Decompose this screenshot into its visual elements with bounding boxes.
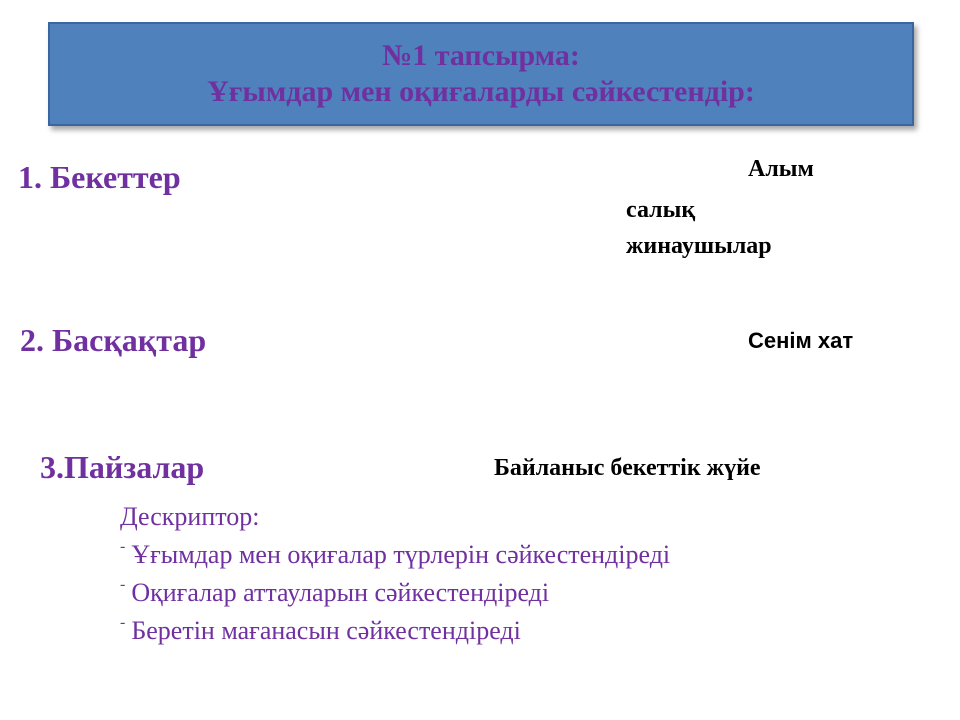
bullet-dash: - [120, 538, 126, 555]
answer-1-line-1: Алым [748, 156, 814, 182]
descriptor-item-text: Оқиғалар аттауларын сәйкестендіреді [131, 578, 550, 607]
task-title-line-2: Ұғымдар мен оқиғаларды сәйкестендір: [207, 75, 755, 108]
descriptor-item [120, 574, 670, 612]
descriptor-item [120, 612, 670, 650]
term-1: 1. Бекеттер [18, 159, 181, 195]
answer-1-line-2: салық [626, 197, 696, 223]
task-title-box [48, 22, 914, 126]
term-2: 2. Басқақтар [20, 322, 207, 358]
term-3: 3.Пайзалар [40, 449, 205, 485]
bullet-dash: - [120, 576, 126, 593]
bullet-dash: - [120, 614, 126, 631]
descriptor-item-text: Ұғымдар мен оқиғалар түрлерін сәйкестендіреді [131, 540, 671, 569]
descriptor-heading: Дескриптор: [120, 502, 260, 531]
answer-1-line-3: жинаушылар [626, 233, 772, 259]
descriptor-block [120, 498, 670, 650]
descriptor-item [120, 536, 670, 574]
task-title-line-1: №1 тапсырма: [382, 39, 580, 72]
descriptor-item-text: Беретін мағанасын сәйкестендіреді [131, 616, 521, 645]
answer-3: Байланыс бекеттік жүйе [494, 455, 761, 481]
answer-2: Сенім хат [748, 328, 854, 353]
